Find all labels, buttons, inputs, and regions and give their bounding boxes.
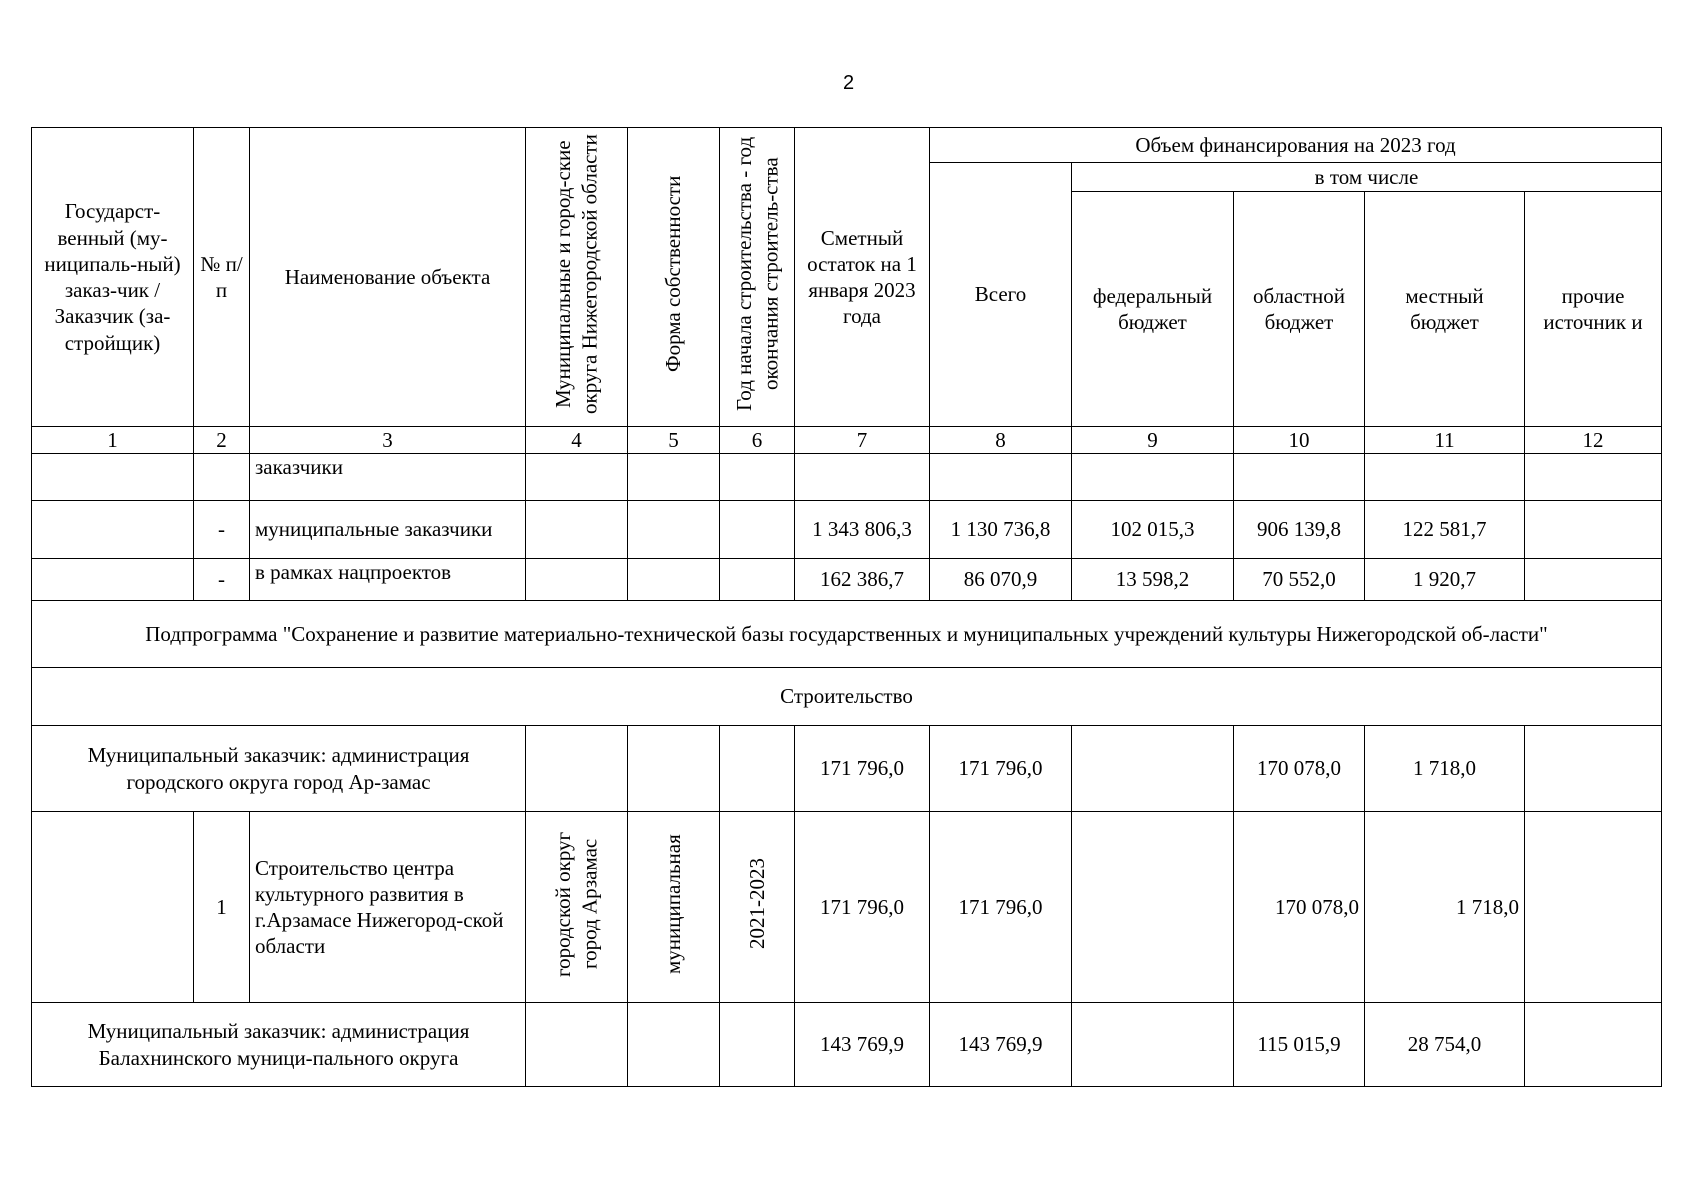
row-object-name: в рамках нацпроектов bbox=[250, 559, 526, 601]
header-total: Всего bbox=[930, 163, 1072, 427]
column-number: 2 bbox=[194, 427, 250, 454]
page-number: 2 bbox=[842, 72, 855, 94]
column-number: 1 bbox=[32, 427, 194, 454]
table-row bbox=[32, 454, 1662, 501]
subprogram-row bbox=[32, 601, 1662, 668]
row-regional: 170 078,0 bbox=[1234, 812, 1365, 1003]
row-object-name: заказчики bbox=[250, 454, 526, 501]
section-title: Строительство bbox=[32, 668, 1662, 726]
row-estimate-balance: 1 343 806,3 bbox=[795, 501, 930, 559]
header-object-name: Наименование объекта bbox=[250, 128, 526, 427]
row-federal: 13 598,2 bbox=[1072, 559, 1234, 601]
row-district bbox=[526, 812, 628, 1003]
column-number: 9 bbox=[1072, 427, 1234, 454]
row-local: 1 920,7 bbox=[1365, 559, 1525, 601]
row-ownership-text: муниципальная bbox=[661, 834, 686, 974]
row-total: 86 070,9 bbox=[930, 559, 1072, 601]
header-ownership-text: Форма собственности bbox=[661, 175, 686, 373]
table-row bbox=[32, 501, 1662, 559]
column-number: 3 bbox=[250, 427, 526, 454]
subprogram-title: Подпрограмма "Сохранение и развитие материально-технической базы государственных и муниципальных учреждений культуры Нижегородской об-ласти" bbox=[32, 601, 1662, 668]
header-district bbox=[526, 128, 628, 427]
row-local: 1 718,0 bbox=[1365, 812, 1525, 1003]
row-number: - bbox=[194, 501, 250, 559]
row-total: 1 130 736,8 bbox=[930, 501, 1072, 559]
row-local: 122 581,7 bbox=[1365, 501, 1525, 559]
header-estimate-balance: Сметный остаток на 1 января 2023 года bbox=[795, 128, 930, 427]
row-total: 143 769,9 bbox=[930, 1003, 1072, 1087]
column-number: 8 bbox=[930, 427, 1072, 454]
header-local: местный бюджет bbox=[1365, 192, 1525, 427]
row-estimate-balance: 162 386,7 bbox=[795, 559, 930, 601]
row-estimate-balance: 171 796,0 bbox=[795, 726, 930, 812]
row-object-name: Строительство центра культурного развития в г.Арзамасе Нижегород-ской области bbox=[250, 812, 526, 1003]
row-regional: 70 552,0 bbox=[1234, 559, 1365, 601]
header-customer: Государст-венный (му-ниципаль-ный) заказ-чик / Заказчик (за-стройщик) bbox=[32, 128, 194, 427]
row-regional: 115 015,9 bbox=[1234, 1003, 1365, 1087]
column-number: 4 bbox=[526, 427, 628, 454]
row-total: 171 796,0 bbox=[930, 726, 1072, 812]
column-number: 7 bbox=[795, 427, 930, 454]
header-district-text: Муниципальные и город-ские округа Нижегородской области bbox=[551, 133, 602, 414]
row-years-text: 2021-2023 bbox=[744, 858, 769, 950]
section-row bbox=[32, 668, 1662, 726]
row-customer: Муниципальный заказчик: администрация городского округа город Ар-замас bbox=[32, 726, 526, 812]
row-regional: 170 078,0 bbox=[1234, 726, 1365, 812]
row-years bbox=[720, 812, 795, 1003]
table-row bbox=[32, 726, 1662, 812]
column-number: 6 bbox=[720, 427, 795, 454]
row-total: 171 796,0 bbox=[930, 812, 1072, 1003]
column-number: 5 bbox=[628, 427, 720, 454]
capital-investment-table bbox=[31, 127, 1662, 1087]
header-funding-group: Объем финансирования на 2023 год bbox=[930, 128, 1662, 163]
row-local: 1 718,0 bbox=[1365, 726, 1525, 812]
header-federal: федеральный бюджет bbox=[1072, 192, 1234, 427]
table-row bbox=[32, 559, 1662, 601]
row-customer: Муниципальный заказчик: администрация Балахнинского муници-пального округа bbox=[32, 1003, 526, 1087]
row-estimate-balance: 143 769,9 bbox=[795, 1003, 930, 1087]
row-regional: 906 139,8 bbox=[1234, 501, 1365, 559]
header-other: прочие источник и bbox=[1525, 192, 1662, 427]
column-numbers-row bbox=[32, 427, 1662, 454]
header-including: в том числе bbox=[1072, 163, 1662, 192]
header-number: № п/п bbox=[194, 128, 250, 427]
column-number: 11 bbox=[1365, 427, 1525, 454]
header-years-text: Год начала строительства - год окончания строитель-ства bbox=[731, 136, 782, 411]
row-object-name: муниципальные заказчики bbox=[250, 501, 526, 559]
row-district-text: городской округ город Арзамас bbox=[551, 831, 602, 977]
row-local: 28 754,0 bbox=[1365, 1003, 1525, 1087]
header-years bbox=[720, 128, 795, 427]
row-number: - bbox=[194, 559, 250, 601]
header-ownership bbox=[628, 128, 720, 427]
header-regional: областной бюджет bbox=[1234, 192, 1365, 427]
table-row bbox=[32, 812, 1662, 1003]
column-number: 10 bbox=[1234, 427, 1365, 454]
row-ownership bbox=[628, 812, 720, 1003]
row-estimate-balance: 171 796,0 bbox=[795, 812, 930, 1003]
row-federal: 102 015,3 bbox=[1072, 501, 1234, 559]
table-row bbox=[32, 1003, 1662, 1087]
row-number: 1 bbox=[194, 812, 250, 1003]
column-number: 12 bbox=[1525, 427, 1662, 454]
